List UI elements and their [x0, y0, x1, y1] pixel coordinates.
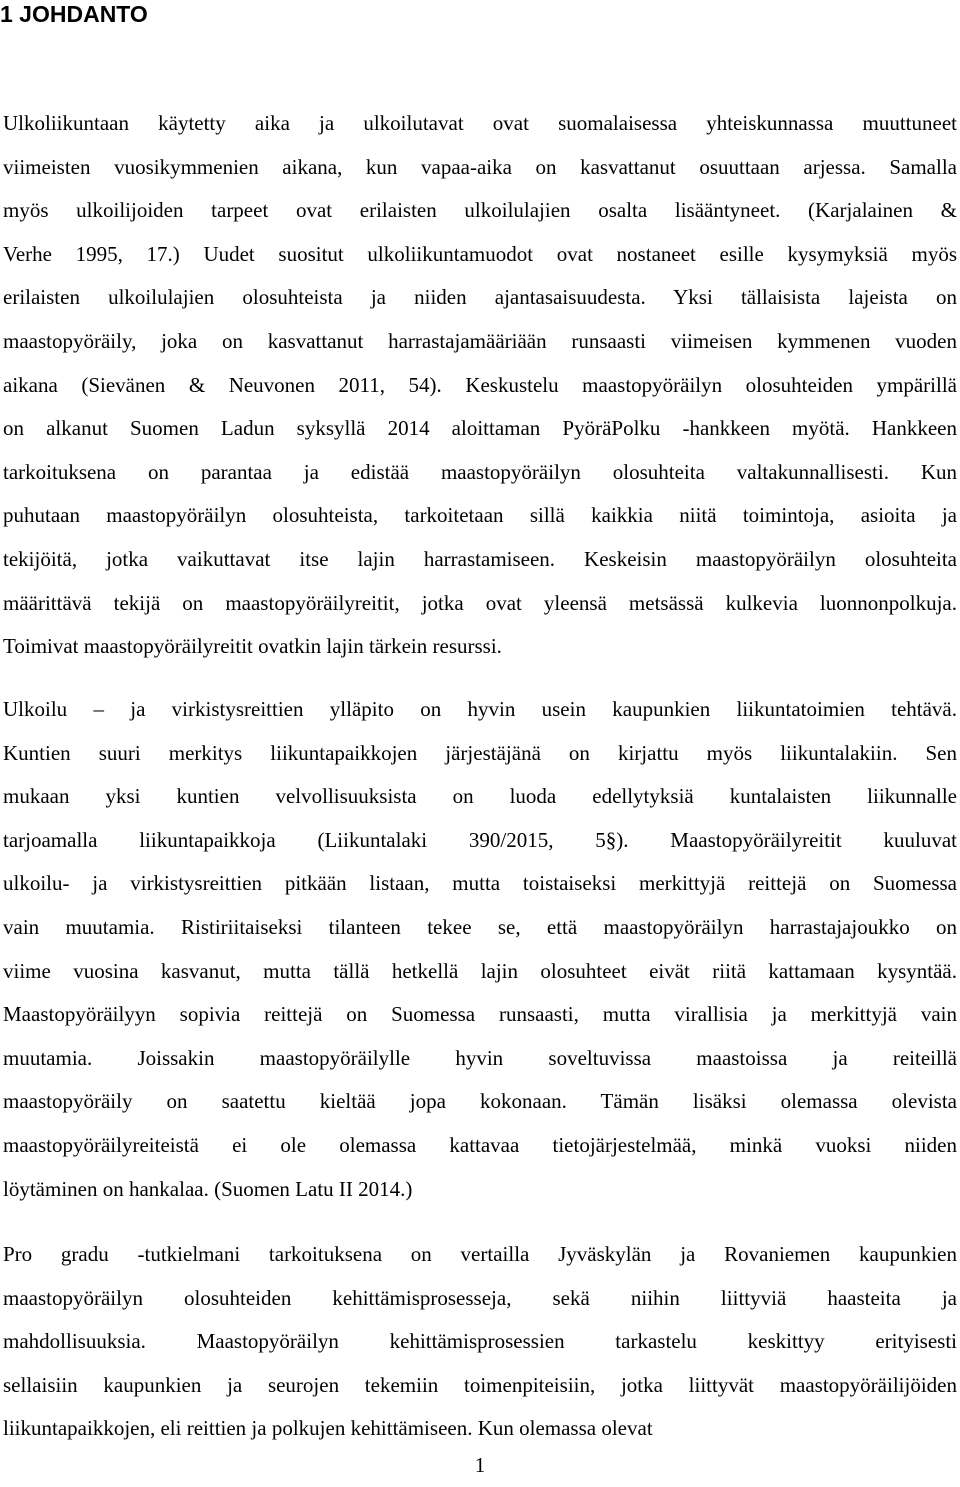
text-line: aikana (Sievänen & Neuvonen 2011, 54). Keskustelu maastopyöräilyn olosuhteiden ympärillä: [3, 372, 957, 397]
text-line: viime vuosina kasvanut, mutta tällä hetkellä lajin olosuhteet eivät riitä kattamaan kysyntää.: [3, 958, 957, 983]
text-line: Ulkoilu – ja virkistysreittien ylläpito on hyvin usein kaupunkien liikuntatoimien tehtävä.: [3, 697, 957, 721]
text-line: tarjoamalla liikuntapaikkoja (Liikuntalaki 390/2015, 5§). Maastopyöräilyreitit kuuluvat: [3, 827, 957, 852]
text-line: sellaisiin kaupunkien ja seurojen tekemiin toimenpiteisiin, jotka liittyvät maastopyöräilijöiden: [3, 1372, 957, 1397]
text-line: liikuntapaikkojen, eli reittien ja polkujen kehittämiseen. Kun olemassa olevat: [3, 1416, 653, 1441]
text-line: viimeisten vuosikymmenien aikana, kun vapaa-aika on kasvattanut osuuttaan arjessa. Samalla: [3, 154, 957, 179]
paragraph-3: [3, 1233, 957, 1451]
text-line: muutamia. Joissakin maastopyöräilylle hyvin soveltuvissa maastoissa ja reiteillä: [3, 1045, 957, 1070]
paragraph-1: [3, 102, 957, 669]
text-line: Pro gradu -tutkielmani tarkoituksena on vertailla Jyväskylän ja Rovaniemen kaupunkien: [3, 1242, 957, 1266]
text-line: Toimivat maastopyöräilyreitit ovatkin lajin tärkein resurssi.: [3, 634, 502, 659]
text-line: mahdollisuuksia. Maastopyöräilyn kehittämisprosessien tarkastelu keskittyy erityisesti: [3, 1329, 957, 1354]
text-line: erilaisten ulkoilulajien olosuhteista ja niiden ajantasaisuudesta. Yksi tällaisista lajeista on: [3, 285, 957, 310]
chapter-heading: 1 JOHDANTO: [0, 1, 148, 27]
page-number: 1: [474, 1453, 486, 1477]
text-line: maastopyöräilyreiteistä ei ole olemassa kattavaa tietojärjestelmää, minkä vuoksi niiden: [3, 1132, 957, 1157]
text-line: myös ulkoilijoiden tarpeet ovat erilaisten ulkoilulajien osalta lisääntyneet. (Karjalainen &: [3, 198, 957, 223]
text-line: maastopyöräily, joka on kasvattanut harrastajamääriään runsaasti viimeisen kymmenen vuoden: [3, 328, 957, 353]
text-line: maastopyöräily on saatettu kieltää jopa kokonaan. Tämän lisäksi olemassa olevista: [3, 1089, 957, 1114]
text-line: määrittävä tekijä on maastopyöräilyreitit, jotka ovat yleensä metsässä kulkevia luonnonpolkuja.: [3, 590, 957, 615]
text-line: puhutaan maastopyöräilyn olosuhteista, tarkoitetaan sillä kaikkia niitä toimintoja, asioita ja: [3, 503, 957, 528]
text-line: on alkanut Suomen Ladun syksyllä 2014 aloittaman PyöräPolku -hankkeen myötä. Hankkeen: [3, 416, 957, 441]
text-line: vain muutamia. Ristiriitaiseksi tilanteen tekee se, että maastopyöräilyn harrastajajoukko on: [3, 914, 957, 939]
text-line: mukaan yksi kuntien velvollisuuksista on luoda edellytyksiä kuntalaisten liikunnalle: [3, 784, 957, 809]
text-line: Ulkoliikuntaan käytetty aika ja ulkoilutavat ovat suomalaisessa yhteiskunnassa muuttuneet: [3, 111, 957, 135]
text-line: maastopyöräilyn olosuhteiden kehittämisprosesseja, sekä niihin liittyviä haasteita ja: [3, 1285, 957, 1310]
text-line: Maastopyöräilyyn sopivia reittejä on Suomessa runsaasti, mutta virallisia ja merkittyjä vain: [3, 1002, 957, 1027]
text-line: ulkoilu- ja virkistysreittien pitkään listaan, mutta toistaiseksi merkittyjä reittejä on Suomessa: [3, 871, 957, 896]
text-line: tarkoituksena on parantaa ja edistää maastopyöräilyn olosuhteita valtakunnallisesti. Kun: [3, 459, 957, 484]
text-line: tekijöitä, jotka vaikuttavat itse lajin harrastamiseen. Keskeisin maastopyöräilyn olosuhteita: [3, 546, 957, 571]
text-line: löytäminen on hankalaa. (Suomen Latu II 2014.): [3, 1176, 413, 1201]
text-line: Kuntien suuri merkitys liikuntapaikkojen järjestäjänä on kirjattu myös liikuntalakiin. Sen: [3, 740, 957, 765]
text-line: Verhe 1995, 17.) Uudet suositut ulkoliikuntamuodot ovat nostaneet esille kysymyksiä myös: [3, 241, 957, 266]
paragraph-2: [3, 688, 957, 1211]
